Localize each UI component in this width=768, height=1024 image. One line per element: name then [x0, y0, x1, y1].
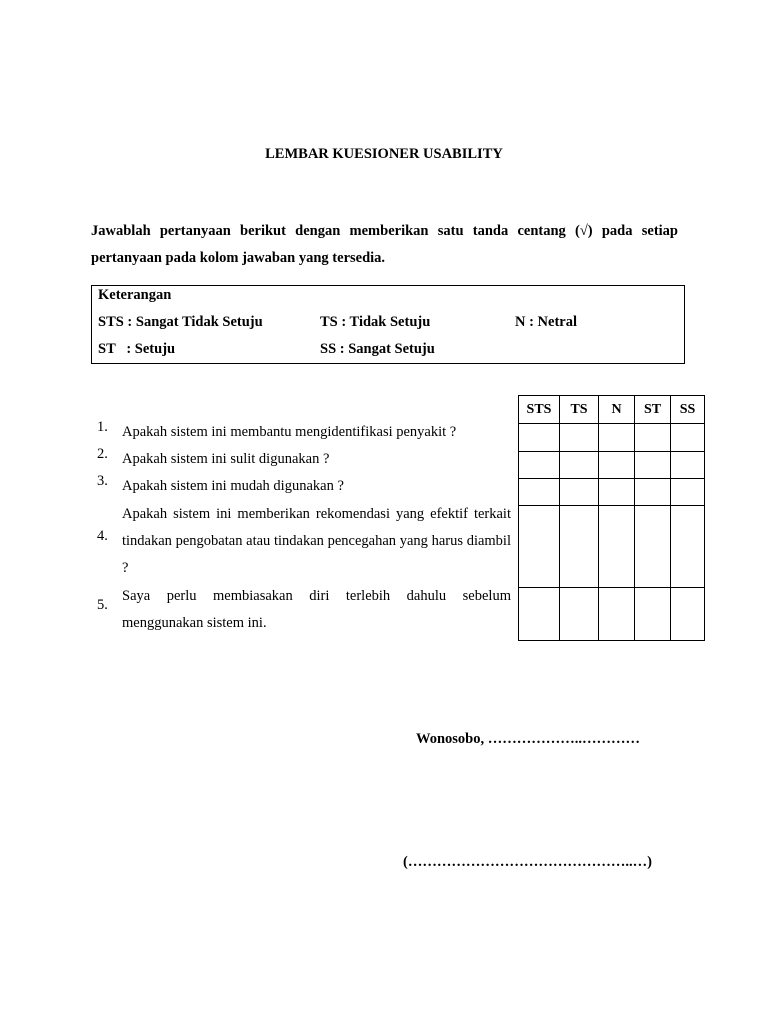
question-text: Apakah sistem ini mudah digunakan ?	[122, 478, 344, 494]
legend-n: N : Netral	[515, 314, 578, 330]
answer-cell-sts[interactable]	[519, 452, 560, 479]
header-ts: TS	[560, 396, 599, 424]
answer-cell-sts[interactable]	[519, 588, 560, 641]
header-st: ST	[635, 396, 671, 424]
legend-heading: Keterangan	[98, 287, 172, 303]
question-number: 3.	[97, 473, 108, 489]
question-text: Apakah sistem ini membantu mengidentifikasi penyakit ?	[122, 424, 457, 440]
header-sts: STS	[519, 396, 560, 424]
answer-cell-ss[interactable]	[671, 479, 705, 506]
answer-row-2	[519, 452, 705, 479]
answer-cell-st[interactable]	[635, 479, 671, 506]
answer-row-1	[519, 424, 705, 452]
legend-st: ST : Setuju	[98, 341, 176, 357]
question-text: Apakah sistem ini sulit digunakan ?	[122, 451, 330, 467]
answer-cell-ss[interactable]	[671, 424, 705, 452]
answer-cell-ts[interactable]	[560, 506, 599, 588]
answer-cell-st[interactable]	[635, 424, 671, 452]
question-number: 2.	[97, 446, 108, 462]
answer-cell-n[interactable]	[599, 588, 635, 641]
answer-cell-st[interactable]	[635, 588, 671, 641]
answer-table	[518, 395, 705, 641]
question-text: Apakah sistem ini memberikan rekomendasi yang efektif terkait tindakan pengobatan atau tindakan pencegahan yang harus diambil ?	[122, 506, 511, 576]
answer-cell-st[interactable]	[635, 506, 671, 588]
question-number: 4.	[97, 528, 108, 544]
legend-ts: TS : Tidak Setuju	[320, 314, 431, 330]
page-title: LEMBAR KUESIONER USABILITY	[265, 146, 503, 162]
answer-cell-n[interactable]	[599, 424, 635, 452]
answer-cell-ss[interactable]	[671, 506, 705, 588]
answer-cell-ss[interactable]	[671, 452, 705, 479]
instruction-text: Jawablah pertanyaan berikut dengan memberikan satu tanda centang (√) pada setiap pertanyaan pada kolom jawaban yang tersedia.	[91, 223, 678, 266]
answer-cell-ts[interactable]	[560, 588, 599, 641]
answer-row-3	[519, 479, 705, 506]
header-n: N	[599, 396, 635, 424]
question-text: Saya perlu membiasakan diri terlebih dahulu sebelum menggunakan sistem ini.	[122, 588, 511, 631]
place-date-line: Wonosobo, ………………..…………	[416, 731, 640, 747]
answer-row-5	[519, 588, 705, 641]
header-ss: SS	[671, 396, 705, 424]
legend-box	[91, 285, 685, 364]
legend-sts: STS : Sangat Tidak Setuju	[98, 314, 263, 330]
legend-ss: SS : Sangat Setuju	[320, 341, 435, 357]
answer-cell-ts[interactable]	[560, 452, 599, 479]
answer-cell-sts[interactable]	[519, 424, 560, 452]
question-number: 5.	[97, 597, 108, 613]
answer-cell-ss[interactable]	[671, 588, 705, 641]
signature-line: (………………………………………..…)	[403, 854, 652, 870]
answer-cell-ts[interactable]	[560, 479, 599, 506]
question-number: 1.	[97, 419, 108, 435]
answer-cell-n[interactable]	[599, 506, 635, 588]
answer-row-4	[519, 506, 705, 588]
answer-cell-ts[interactable]	[560, 424, 599, 452]
answer-cell-st[interactable]	[635, 452, 671, 479]
answer-cell-sts[interactable]	[519, 479, 560, 506]
answer-cell-sts[interactable]	[519, 506, 560, 588]
answer-cell-n[interactable]	[599, 479, 635, 506]
answer-cell-n[interactable]	[599, 452, 635, 479]
